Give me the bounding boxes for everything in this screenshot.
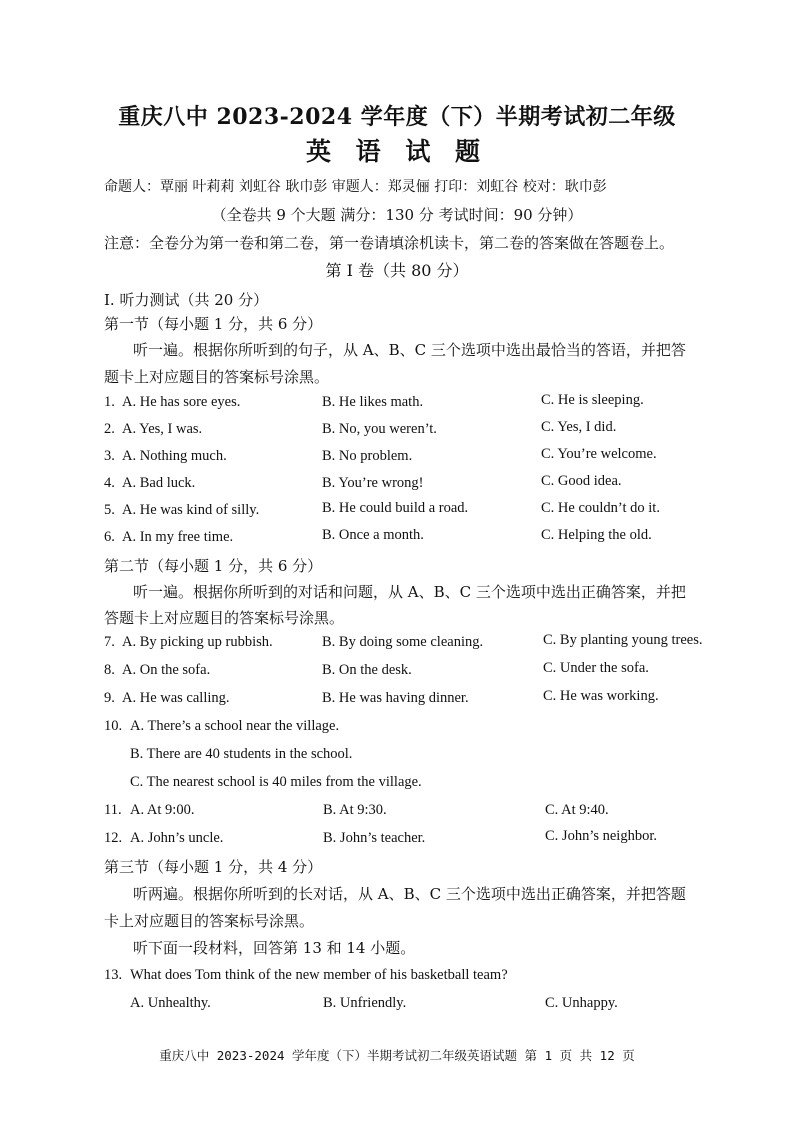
- page-footer: 重庆八中 2023-2024 学年度（下）半期考试初二年级英语试题 第 1 页 共 12 页: [159, 1048, 635, 1063]
- option-b: B. He was having dinner.: [322, 690, 469, 706]
- part3-title: 第三节（每小题 1 分，共 4 分）: [104, 858, 323, 876]
- question-number: 3.: [104, 448, 115, 464]
- part3-instruction-3: 听下面一段材料，回答第 13 和 14 小题。: [133, 939, 416, 957]
- option-a: A. Nothing much.: [122, 448, 227, 464]
- part3-instruction-1: 听两遍。根据你所听到的长对话，从 A、B、C 三个选项中选出正确答案，并把答题: [133, 885, 686, 903]
- question-number: 8.: [104, 662, 115, 678]
- part2-title: 第二节（每小题 1 分，共 6 分）: [104, 557, 323, 575]
- option-b: B. No problem.: [322, 448, 413, 464]
- option-c: C. He is sleeping.: [541, 392, 644, 408]
- option-c: C. Unhappy.: [545, 995, 618, 1011]
- option-a: A. He has sore eyes.: [122, 394, 241, 410]
- question-number: 4.: [104, 475, 115, 491]
- option-b: B. On the desk.: [322, 662, 412, 678]
- option-c: C. The nearest school is 40 miles from the village.: [130, 774, 422, 790]
- question-number: 12.: [104, 830, 123, 846]
- question-number: 11.: [104, 802, 122, 818]
- option-c: C. Good idea.: [541, 473, 622, 489]
- option-a: A. He was kind of silly.: [122, 502, 260, 518]
- option-a: A. Unhealthy.: [130, 995, 211, 1011]
- option-c: C. Helping the old.: [541, 527, 652, 543]
- option-b: B. Once a month.: [322, 527, 424, 543]
- option-b: B. He could build a road.: [322, 500, 469, 516]
- option-a: A. There’s a school near the village.: [130, 718, 340, 734]
- exam-subtitle: 英 语 试 题: [305, 137, 489, 166]
- option-c: C. By planting young trees.: [543, 632, 703, 648]
- option-c: C. At 9:40.: [545, 802, 609, 818]
- option-c: C. Under the sofa.: [543, 660, 649, 676]
- question-stem: What does Tom think of the new member of his basketball team?: [130, 967, 508, 983]
- option-b: B. Unfriendly.: [323, 995, 407, 1011]
- volume-title: 第 I 卷（共 80 分）: [325, 261, 469, 280]
- notice-line: 注意：全卷分为第一卷和第二卷，第一卷请填涂机读卡，第二卷的答案做在答题卷上。: [104, 234, 675, 252]
- option-a: A. Yes, I was.: [122, 421, 203, 437]
- question-number: 13.: [104, 967, 123, 983]
- part1-instruction-2: 题卡上对应题目的答案标号涂黑。: [104, 368, 330, 386]
- question-number: 5.: [104, 502, 115, 518]
- question-number: 1.: [104, 394, 115, 410]
- option-b: B. There are 40 students in the school.: [130, 746, 353, 762]
- option-c: C. He was working.: [543, 688, 659, 704]
- option-a: A. By picking up rubbish.: [122, 634, 273, 650]
- option-a: A. At 9:00.: [130, 802, 195, 818]
- part1-instruction-1: 听一遍。根据你所听到的句子，从 A、B、C 三个选项中选出最恰当的答语，并把答: [133, 341, 686, 359]
- question-number: 9.: [104, 690, 115, 706]
- part1-title: 第一节（每小题 1 分，共 6 分）: [104, 315, 323, 333]
- option-b: B. At 9:30.: [323, 802, 387, 818]
- option-a: A. On the sofa.: [122, 662, 211, 678]
- option-a: A. He was calling.: [122, 690, 230, 706]
- question-number: 2.: [104, 421, 115, 437]
- section1-title: I. 听力测试（共 20 分）: [104, 291, 269, 309]
- question-number: 10.: [104, 718, 123, 734]
- part2-instruction-2: 答题卡上对应题目的答案标号涂黑。: [104, 609, 345, 627]
- option-a: A. John’s uncle.: [130, 830, 224, 846]
- exam-info: （全卷共 9 个大题 满分：130 分 考试时间：90 分钟）: [211, 206, 583, 224]
- option-c: C. He couldn’t do it.: [541, 500, 660, 516]
- option-b: B. He likes math.: [322, 394, 424, 410]
- authors-line: 命题人：覃丽 叶莉莉 刘虹谷 耿巾彭 审题人：郑灵俪 打印：刘虹谷 校对：耿巾彭: [104, 179, 607, 195]
- option-b: B. By doing some cleaning.: [322, 634, 484, 650]
- option-c: C. You’re welcome.: [541, 446, 657, 462]
- option-b: B. John’s teacher.: [323, 830, 426, 846]
- option-c: C. John’s neighbor.: [545, 828, 657, 844]
- part2-instruction-1: 听一遍。根据你所听到的对话和问题，从 A、B、C 三个选项中选出正确答案，并把: [133, 583, 686, 601]
- part3-instruction-2: 卡上对应题目的答案标号涂黑。: [104, 912, 315, 930]
- question-number: 7.: [104, 634, 115, 650]
- option-a: A. Bad luck.: [122, 475, 196, 491]
- question-number: 6.: [104, 529, 115, 545]
- option-b: B. You’re wrong!: [322, 475, 424, 491]
- option-a: A. In my free time.: [122, 529, 234, 545]
- exam-title: 重庆八中 2023-2024 学年度（下）半期考试初二年级: [118, 104, 676, 130]
- option-b: B. No, you weren’t.: [322, 421, 437, 437]
- option-c: C. Yes, I did.: [541, 419, 617, 435]
